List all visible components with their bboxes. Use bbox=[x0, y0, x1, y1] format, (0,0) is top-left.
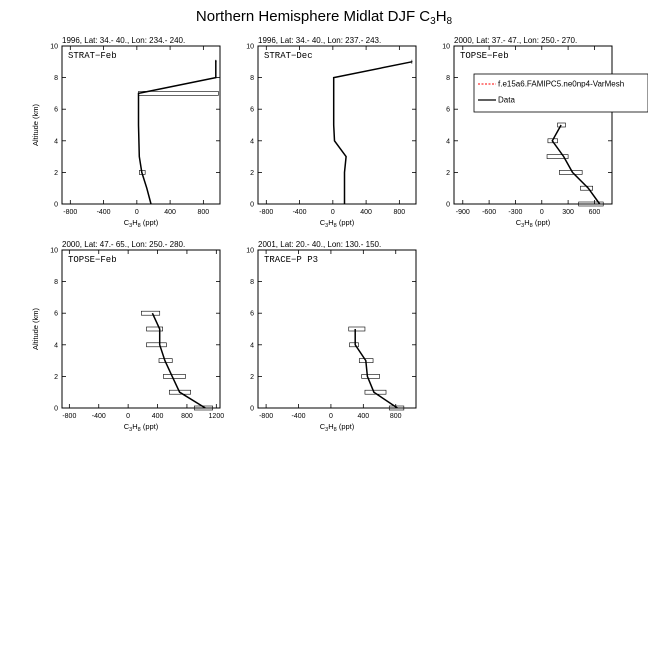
panel-header: 2000, Lat: 47.- 65., Lon: 250.- 280. bbox=[62, 240, 186, 249]
data-series-line bbox=[552, 125, 599, 204]
y-tick-label: 4 bbox=[446, 138, 450, 146]
y-tick-label: 4 bbox=[54, 342, 58, 350]
panel-label: TRACE−P P3 bbox=[264, 255, 319, 265]
x-tick-label: 300 bbox=[562, 209, 574, 216]
y-tick-label: 8 bbox=[54, 279, 58, 287]
data-range-box bbox=[558, 123, 566, 127]
page-title: Northern Hemisphere Midlat DJF $C_3H_8$ bbox=[195, 8, 453, 27]
data-range-box bbox=[559, 170, 582, 174]
y-tick-label: 0 bbox=[54, 405, 58, 413]
x-tick-label: -400 bbox=[96, 209, 111, 216]
panel-2 bbox=[246, 36, 416, 229]
y-tick-label: 2 bbox=[250, 169, 254, 177]
y-tick-label: 0 bbox=[446, 201, 450, 209]
x-tick-label: -400 bbox=[292, 209, 307, 216]
x-tick-label: 0 bbox=[134, 209, 139, 216]
x-tick-label: -400 bbox=[291, 413, 306, 420]
x-tick-label: 0 bbox=[126, 413, 131, 420]
panel-4 bbox=[31, 240, 224, 433]
panel-label: STRAT−Feb bbox=[68, 51, 117, 61]
legend-model-label: f.e15a6.FAMIPC5.ne0np4-VarMesh bbox=[498, 79, 625, 89]
data-range-box bbox=[147, 343, 167, 347]
y-tick-label: 10 bbox=[246, 247, 254, 255]
x-tick-label: 600 bbox=[588, 209, 601, 216]
x-axis-label: $C_3H_8$ (ppt) bbox=[319, 218, 355, 229]
panel-header: 1996, Lat: 34.- 40., Lon: 237.- 243. bbox=[258, 36, 382, 45]
y-tick-label: 2 bbox=[54, 169, 58, 177]
y-tick-label: 6 bbox=[54, 106, 58, 114]
x-axis-label: $C_3H_8$ (ppt) bbox=[123, 218, 159, 229]
panel-5 bbox=[246, 240, 416, 433]
data-series-line bbox=[355, 329, 397, 408]
data-range-box bbox=[139, 91, 219, 95]
x-tick-label: 400 bbox=[360, 209, 372, 216]
y-axis-label: Altitude (km) bbox=[31, 307, 40, 351]
y-tick-label: 10 bbox=[442, 43, 450, 51]
data-range-box bbox=[163, 374, 185, 378]
y-tick-label: 0 bbox=[250, 201, 254, 209]
x-tick-label: 0 bbox=[328, 413, 333, 420]
x-tick-label: 800 bbox=[389, 413, 402, 420]
y-tick-label: 6 bbox=[446, 106, 450, 114]
panel-label: TOPSE−Feb bbox=[460, 51, 509, 61]
x-tick-label: 1200 bbox=[208, 413, 225, 420]
x-tick-label: 400 bbox=[164, 209, 176, 216]
plot-frame bbox=[258, 250, 416, 408]
panel-label: STRAT−Dec bbox=[264, 51, 313, 61]
plot-frame bbox=[258, 46, 416, 204]
data-range-box bbox=[349, 327, 365, 331]
panel-1 bbox=[31, 36, 220, 229]
x-tick-label: -400 bbox=[91, 413, 106, 420]
x-axis-label: $C_3H_8$ (ppt) bbox=[319, 422, 355, 433]
y-tick-label: 2 bbox=[446, 169, 450, 177]
x-tick-label: -800 bbox=[259, 413, 274, 420]
y-tick-label: 4 bbox=[54, 138, 58, 146]
y-tick-label: 6 bbox=[250, 310, 254, 318]
panel-header: 1996, Lat: 34.- 40., Lon: 234.- 240. bbox=[62, 36, 186, 45]
y-tick-label: 10 bbox=[246, 43, 254, 51]
plot-frame bbox=[62, 46, 220, 204]
y-tick-label: 4 bbox=[250, 342, 254, 350]
x-tick-label: 800 bbox=[197, 209, 210, 216]
y-tick-label: 0 bbox=[54, 201, 58, 209]
y-tick-label: 10 bbox=[50, 43, 58, 51]
panel-header: 2000, Lat: 37.- 47., Lon: 250.- 270. bbox=[454, 36, 578, 45]
y-tick-label: 6 bbox=[54, 310, 58, 318]
data-range-box bbox=[362, 374, 380, 378]
panel-header: 2001, Lat: 20.- 40., Lon: 130.- 150. bbox=[258, 240, 382, 249]
data-range-box bbox=[141, 311, 159, 315]
x-tick-label: 0 bbox=[330, 209, 335, 216]
plot-frame bbox=[62, 250, 220, 408]
x-tick-label: -600 bbox=[482, 209, 497, 216]
y-tick-label: 6 bbox=[250, 106, 254, 114]
x-tick-label: 400 bbox=[151, 413, 164, 420]
y-tick-label: 0 bbox=[250, 405, 254, 413]
data-series-line bbox=[334, 62, 412, 204]
y-tick-label: 2 bbox=[54, 373, 58, 381]
y-tick-label: 8 bbox=[250, 75, 254, 83]
x-axis-label: $C_3H_8$ (ppt) bbox=[123, 422, 159, 433]
y-tick-label: 8 bbox=[446, 75, 450, 83]
x-tick-label: -900 bbox=[455, 209, 470, 216]
x-tick-label: 0 bbox=[539, 209, 544, 216]
y-tick-label: 8 bbox=[250, 279, 254, 287]
plot-frame bbox=[454, 46, 612, 204]
x-tick-label: 800 bbox=[393, 209, 406, 216]
x-tick-label: -300 bbox=[508, 209, 523, 216]
data-series-line bbox=[152, 313, 205, 408]
x-axis-label: $C_3H_8$ (ppt) bbox=[515, 218, 551, 229]
panel-label: TOPSE−Feb bbox=[68, 255, 117, 265]
x-tick-label: 400 bbox=[357, 413, 370, 420]
y-tick-label: 8 bbox=[54, 75, 58, 83]
legend bbox=[474, 74, 648, 112]
data-series-line bbox=[139, 60, 216, 204]
y-axis-label: Altitude (km) bbox=[31, 103, 40, 147]
x-tick-label: -800 bbox=[259, 209, 274, 216]
x-tick-label: -800 bbox=[62, 413, 77, 420]
y-tick-label: 10 bbox=[50, 247, 58, 255]
x-tick-label: -800 bbox=[63, 209, 78, 216]
x-tick-label: 800 bbox=[181, 413, 193, 420]
data-range-box bbox=[350, 343, 359, 347]
y-tick-label: 4 bbox=[250, 138, 254, 146]
y-tick-label: 2 bbox=[250, 373, 254, 381]
panel-3 bbox=[442, 36, 612, 229]
legend-data-label: Data bbox=[498, 95, 515, 105]
